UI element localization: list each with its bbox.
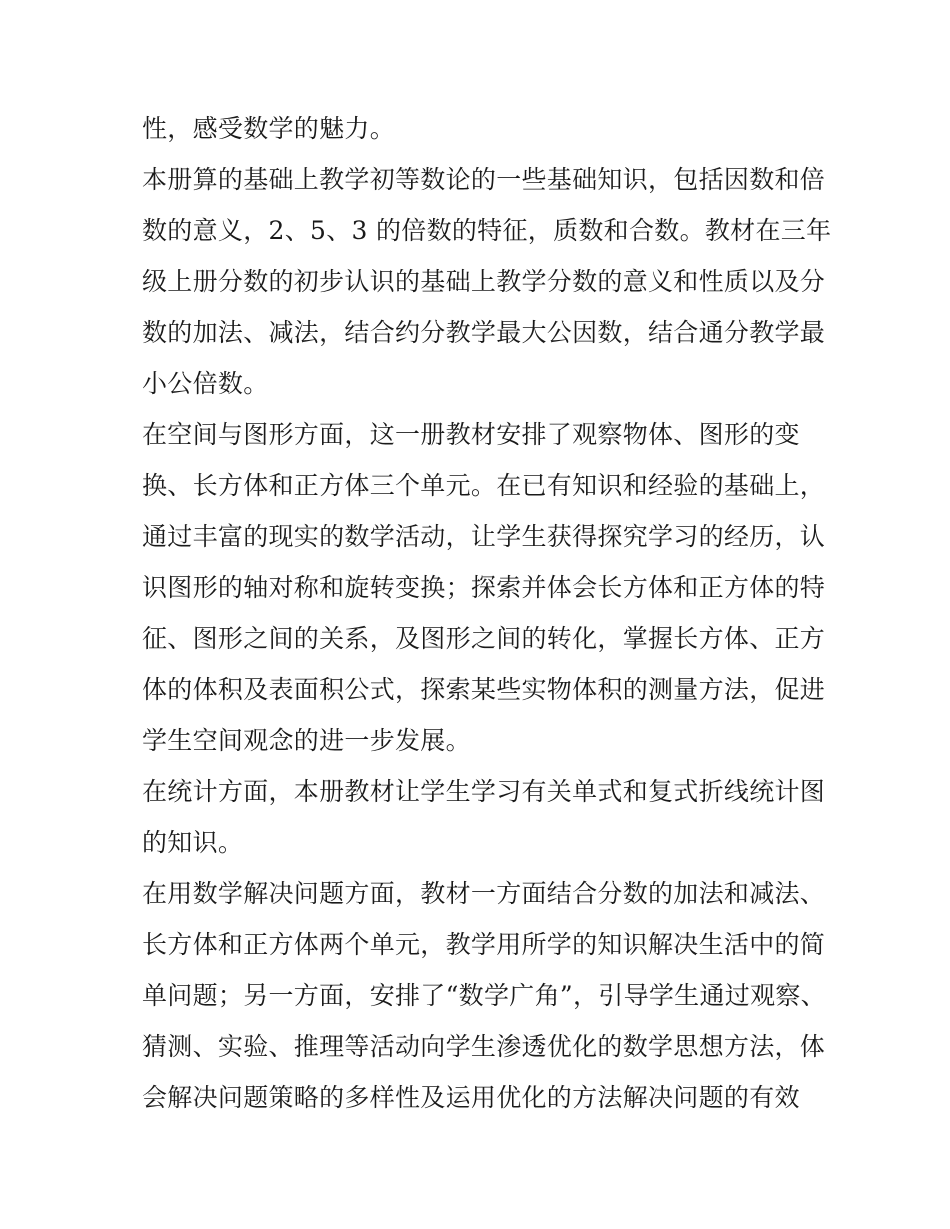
text-line: 数的意义，2、5、3 的倍数的特征，质数和合数。教材在三年 (142, 216, 832, 245)
text-line: 在用数学解决问题方面，教材一方面结合分数的加法和减法、 (142, 879, 826, 908)
text-line: 征、图形之间的关系，及图形之间的转化，掌握长方体、正方 (142, 624, 826, 653)
text-line: 识图形的轴对称和旋转变换；探索并体会长方体和正方体的特 (142, 573, 826, 602)
text-line: 性，感受数学的魅力。 (142, 114, 396, 143)
text-line: 体的体积及表面积公式，探索某些实物体积的测量方法，促进 (142, 675, 826, 704)
text-line: 猜测、实验、推理等活动向学生渗透优化的数学思想方法，体 (142, 1032, 826, 1061)
text-line: 换、长方体和正方体三个单元。在已有知识和经验的基础上， (142, 471, 826, 500)
text-line: 会解决问题策略的多样性及运用优化的方法解决问题的有效 (142, 1083, 800, 1112)
document-body (142, 103, 832, 1123)
text-line: 单问题；另一方面，安排了“数学广角”，引导学生通过观察、 (142, 981, 826, 1010)
text-line: 级上册分数的初步认识的基础上教学分数的意义和性质以及分 (142, 267, 826, 296)
text-line: 小公倍数。 (142, 369, 269, 398)
text-line: 数的加法、减法，结合约分教学最大公因数，结合通分教学最 (142, 318, 826, 347)
text-line: 通过丰富的现实的数学活动，让学生获得探究学习的经历，认 (142, 522, 826, 551)
text-line: 的知识。 (142, 828, 244, 857)
text-line: 在统计方面，本册教材让学生学习有关单式和复式折线统计图 (142, 777, 826, 806)
text-line: 本册算的基础上教学初等数论的一些基础知识，包括因数和倍 (142, 165, 826, 194)
text-line: 学生空间观念的进一步发展。 (142, 726, 471, 755)
text-line: 在空间与图形方面，这一册教材安排了观察物体、图形的变 (142, 420, 800, 449)
text-line: 长方体和正方体两个单元，教学用所学的知识解决生活中的简 (142, 930, 826, 959)
